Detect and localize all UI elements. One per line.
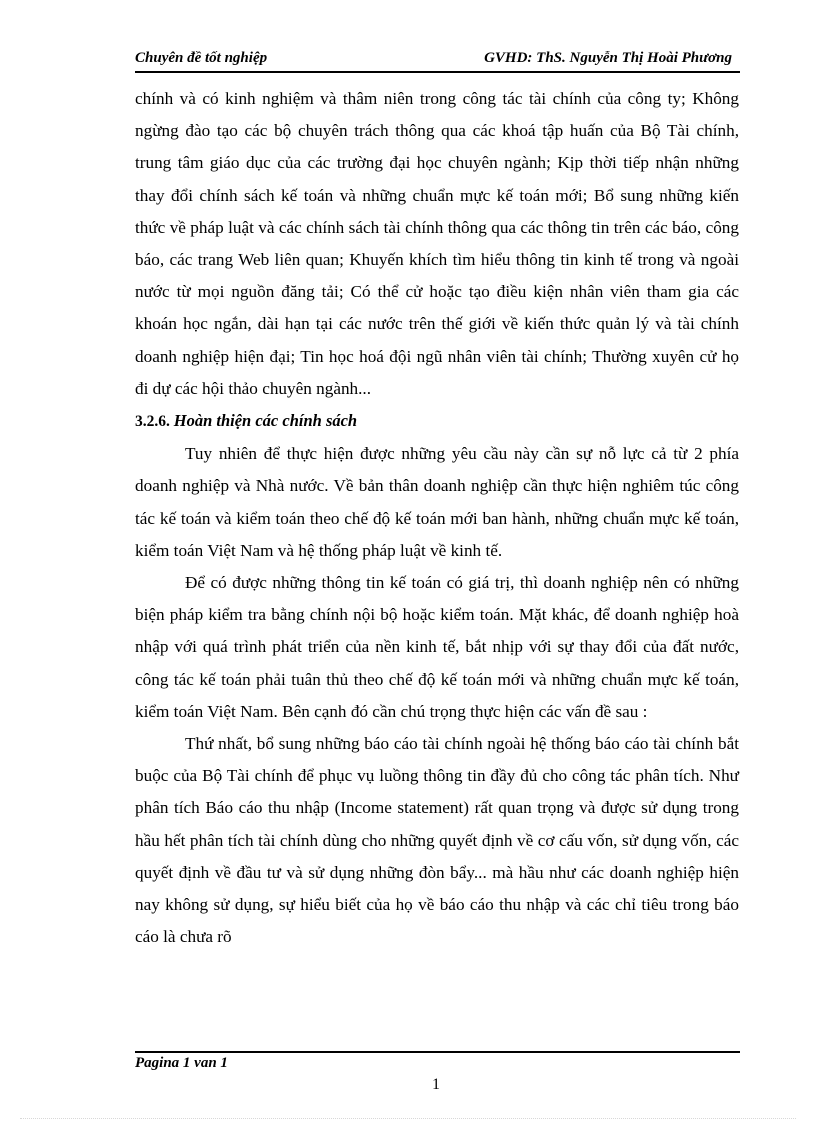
section-heading — [135, 405, 739, 438]
header-document-title: Chuyên đề tốt nghiệp — [135, 50, 268, 66]
footer-page-info: Pagina 1 van 1 — [135, 1055, 228, 1071]
section-number: 3.2.6. — [135, 413, 170, 431]
paragraph-3: Thứ nhất, bổ sung những báo cáo tài chính ngoài hệ thống báo cáo tài chính bắt buộc của Bộ Tài chính để phục vụ luồng thông tin đầy đủ cho công tác phân tích. Như phân tích Báo cáo thu nhập (Income statement) rất quan trọng và được sử dụng trong hầu hết phân tích tài chính dùng cho những quyết định về cơ cấu vốn, sử dụng vốn, các quyết định về đầu tư và sử dụng những đòn bẩy... mà hầu như các doanh nghiệp hiện nay không sử dụng, sự hiểu biết của họ về báo cáo thu nhập và các chỉ tiêu trong báo cáo là chưa rõ — [135, 734, 739, 947]
footer-rule — [135, 1051, 740, 1053]
page-content — [135, 83, 739, 953]
page-number: 1 — [432, 1076, 440, 1093]
header-supervisor: GVHD: ThS. Nguyễn Thị Hoài Phương — [484, 50, 732, 66]
page-bottom-edge — [20, 1118, 796, 1119]
continuation-paragraph: chính và có kinh nghiệm và thâm niên trong công tác tài chính của công ty; Không ngừng đào tạo các bộ chuyên trách thông qua các khoá tập huấn của Bộ Tài chính, trung tâm giáo dục của các trường đại học chuyên ngành; Kịp thời tiếp nhận những thay đổi chính sách kế toán và những chuẩn mực kế toán mới; Bổ sung những kiến thức về pháp luật và các chính sách tài chính thông qua các thông tin trên các báo, công báo, các trang Web liên quan; Khuyến khích tìm hiểu thông tin kinh tế trong và ngoài nước từ mọi nguồn đăng tải; Có thể cử hoặc tạo điều kiện nhân viên tham gia các khoán học ngắn, dài hạn tại các nước trên thế giới về kiến thức quản lý và tài chính doanh nghiệp hiện đại; Tin học hoá đội ngũ nhân viên tài chính; Thường xuyên cử họ đi dự các hội thảo chuyên ngành... — [135, 89, 739, 398]
page-header — [135, 47, 740, 73]
paragraph-2: Để có được những thông tin kế toán có giá trị, thì doanh nghiệp nên có những biện pháp kiểm tra bằng chính nội bộ hoặc kiểm toán. Mặt khác, để doanh nghiệp hoà nhập với quá trình phát triển của nền kinh tế, bắt nhịp với sự thay đổi của đất nước, công tác kế toán phải tuân thủ theo chế độ kế toán mới và những chuẩn mực kế toán, kiểm toán Việt Nam. Bên cạnh đó cần chú trọng thực hiện các vấn đề sau : — [135, 573, 739, 721]
paragraph-1: Tuy nhiên để thực hiện được những yêu cầu này cần sự nỗ lực cả từ 2 phía doanh nghiệp và Nhà nước. Về bản thân doanh nghiệp cần thực hiện nghiêm túc công tác kế toán và kiểm toán theo chế độ kế toán mới ban hành, những chuẩn mực kế toán, kiểm toán Việt Nam và hệ thống pháp luật về kinh tế. — [135, 444, 739, 560]
section-title: Hoàn thiện các chính sách — [173, 411, 358, 431]
